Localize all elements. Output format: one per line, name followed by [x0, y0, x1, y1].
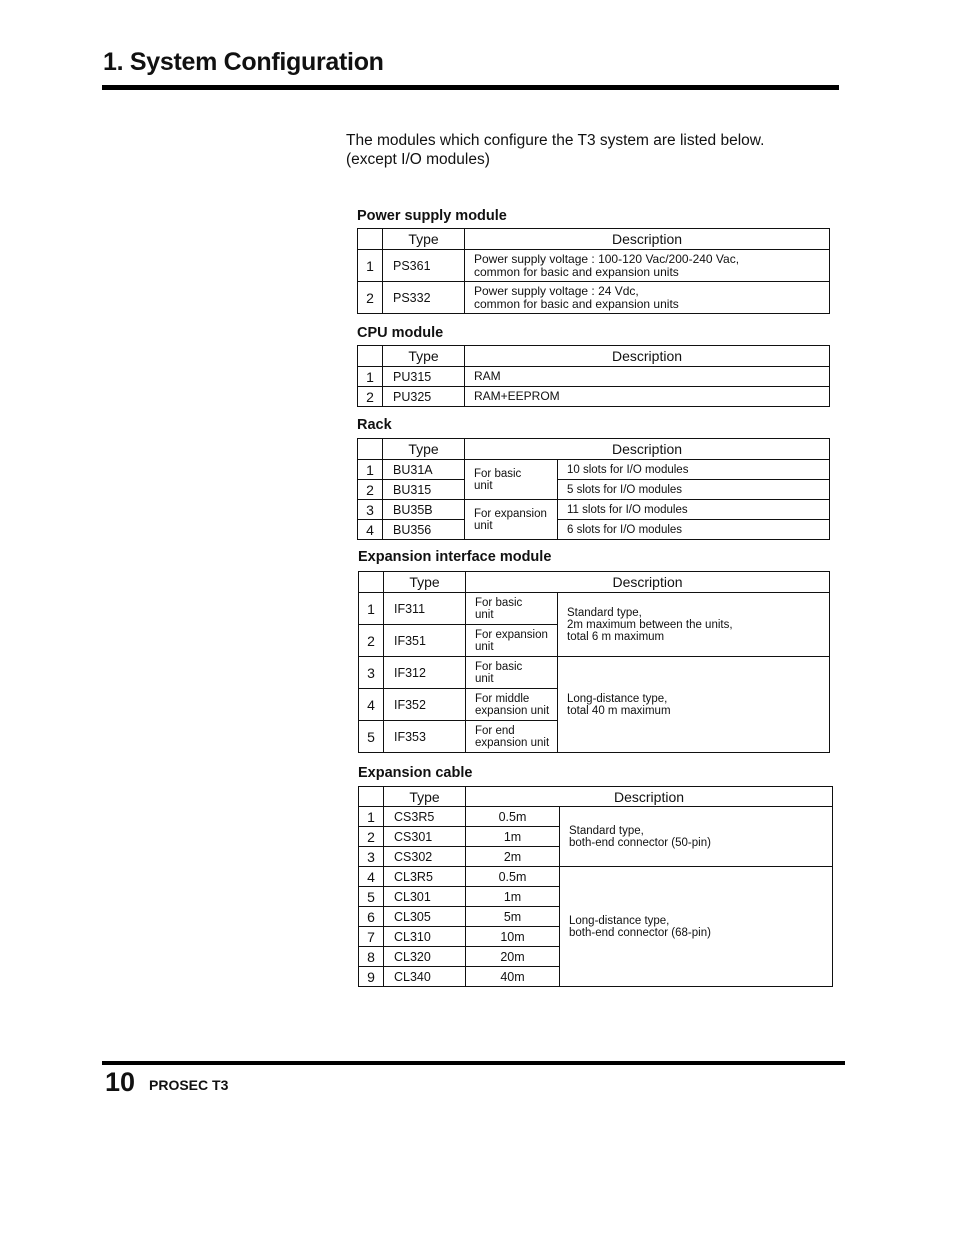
- row-length: 10m: [466, 927, 560, 947]
- row-type: CL3R5: [384, 867, 466, 887]
- header-rule: [102, 85, 839, 90]
- unit-line: For expansion: [475, 628, 548, 641]
- table-header-row: [358, 439, 830, 460]
- description-line: both-end connector (50-pin): [569, 836, 711, 849]
- description-line: 2m maximum between the units,: [567, 618, 733, 631]
- rack-group-basic: [465, 460, 558, 500]
- row-length: 1m: [466, 887, 560, 907]
- cable-standard-description: [560, 807, 833, 867]
- description-line: Power supply voltage : 24 Vdc,: [474, 283, 639, 298]
- row-number: 8: [359, 947, 384, 967]
- description-line: Long-distance type,: [567, 692, 668, 705]
- header-number-cell: [358, 229, 383, 250]
- table-row: [359, 657, 830, 689]
- group-line: unit: [474, 519, 493, 532]
- row-unit: [466, 625, 558, 657]
- row-type: BU356: [383, 520, 465, 540]
- table-header-row: [359, 787, 833, 807]
- table-row: [358, 367, 830, 387]
- description-line: both-end connector (68-pin): [569, 926, 711, 939]
- row-type: IF311: [384, 593, 466, 625]
- row-type: CL305: [384, 907, 466, 927]
- expif-table: [358, 571, 830, 753]
- row-unit: [466, 657, 558, 689]
- intro-line-1: The modules which configure the T3 system are listed below.: [346, 132, 765, 149]
- row-unit: [466, 721, 558, 753]
- row-description: 11 slots for I/O modules: [558, 500, 830, 520]
- row-number: 3: [358, 500, 383, 520]
- unit-line: expansion unit: [475, 736, 550, 749]
- header-description: Description: [465, 346, 830, 367]
- row-type: CL301: [384, 887, 466, 907]
- description-line: Standard type,: [567, 606, 642, 619]
- row-length: 1m: [466, 827, 560, 847]
- row-type: PU315: [383, 367, 465, 387]
- row-length: 20m: [466, 947, 560, 967]
- row-number: 6: [359, 907, 384, 927]
- rack-section-title: Rack: [357, 417, 392, 433]
- cpu-table: [357, 345, 830, 407]
- row-type: PS361: [383, 250, 465, 282]
- description-line: common for basic and expansion units: [474, 296, 679, 311]
- unit-line: unit: [475, 640, 494, 653]
- cable-table: [358, 786, 833, 987]
- row-type: CL340: [384, 967, 466, 987]
- intro-line-2: (except I/O modules): [346, 151, 490, 168]
- header-number-cell: [358, 346, 383, 367]
- row-length: 2m: [466, 847, 560, 867]
- row-number: 7: [359, 927, 384, 947]
- header-number-cell: [359, 787, 384, 807]
- group-line: unit: [474, 479, 493, 492]
- page-number: 10: [105, 1067, 136, 1097]
- header-description: Description: [465, 229, 830, 250]
- row-type: IF353: [384, 721, 466, 753]
- row-type: CL320: [384, 947, 466, 967]
- description-line: total 6 m maximum: [567, 630, 665, 643]
- table-header-row: [358, 229, 830, 250]
- cable-section-title: Expansion cable: [358, 765, 473, 781]
- row-length: 0.5m: [466, 867, 560, 887]
- row-type: CL310: [384, 927, 466, 947]
- table-row: [358, 282, 830, 314]
- expif-section-title: Expansion interface module: [358, 549, 552, 565]
- header-type: Type: [384, 787, 466, 807]
- row-number: 1: [358, 367, 383, 387]
- table-row: [359, 807, 833, 827]
- expif-long-description: [558, 657, 830, 753]
- product-name: PROSEC T3: [149, 1077, 229, 1093]
- row-description: [465, 250, 830, 282]
- table-row: [358, 387, 830, 407]
- header-description: Description: [466, 572, 830, 593]
- unit-line: unit: [475, 608, 494, 621]
- row-number: 9: [359, 967, 384, 987]
- row-type: CS301: [384, 827, 466, 847]
- rack-table: [357, 438, 830, 540]
- row-number: 2: [358, 282, 383, 314]
- description-line: common for basic and expansion units: [474, 264, 679, 279]
- description-line: Standard type,: [569, 824, 644, 837]
- table-row: [358, 500, 830, 520]
- row-number: 1: [359, 807, 384, 827]
- row-number: 3: [359, 847, 384, 867]
- group-line: For basic: [474, 467, 522, 480]
- group-line: For expansion: [474, 507, 547, 520]
- row-type: IF351: [384, 625, 466, 657]
- intro-text: [346, 131, 816, 169]
- row-description: RAM+EEPROM: [465, 387, 830, 407]
- row-type: IF352: [384, 689, 466, 721]
- row-type: BU31A: [383, 460, 465, 480]
- row-length: 0.5m: [466, 807, 560, 827]
- row-number: 2: [358, 480, 383, 500]
- row-length: 40m: [466, 967, 560, 987]
- table-row: [358, 250, 830, 282]
- row-number: 3: [359, 657, 384, 689]
- description-line: Long-distance type,: [569, 914, 670, 927]
- row-description: [465, 282, 830, 314]
- header-type: Type: [383, 229, 465, 250]
- rack-group-expansion: [465, 500, 558, 540]
- table-header-row: [358, 346, 830, 367]
- row-unit: [466, 593, 558, 625]
- header-description: Description: [465, 439, 830, 460]
- row-number: 4: [358, 520, 383, 540]
- table-row: [358, 480, 830, 500]
- row-length: 5m: [466, 907, 560, 927]
- unit-line: For middle: [475, 692, 530, 705]
- table-header-row: [359, 572, 830, 593]
- unit-line: expansion unit: [475, 704, 550, 717]
- cable-long-description: [560, 867, 833, 987]
- unit-line: unit: [475, 672, 494, 685]
- unit-line: For basic: [475, 596, 523, 609]
- row-type: CS302: [384, 847, 466, 867]
- power-table: [357, 228, 830, 314]
- page-title: 1. System Configuration: [103, 48, 384, 76]
- cpu-section-title: CPU module: [357, 325, 444, 341]
- row-number: 5: [359, 721, 384, 753]
- row-type: PS332: [383, 282, 465, 314]
- header-number-cell: [358, 439, 383, 460]
- table-row: [359, 593, 830, 625]
- row-number: 2: [359, 827, 384, 847]
- header-type: Type: [384, 572, 466, 593]
- header-description: Description: [466, 787, 833, 807]
- row-type: CS3R5: [384, 807, 466, 827]
- table-row: [358, 460, 830, 480]
- header-type: Type: [383, 439, 465, 460]
- row-description: 5 slots for I/O modules: [558, 480, 830, 500]
- row-number: 1: [359, 593, 384, 625]
- footer-rule: [102, 1061, 845, 1065]
- header-number-cell: [359, 572, 384, 593]
- row-type: BU35B: [383, 500, 465, 520]
- table-row: [358, 520, 830, 540]
- table-row: [359, 867, 833, 887]
- row-number: 5: [359, 887, 384, 907]
- row-unit: [466, 689, 558, 721]
- row-description: RAM: [465, 367, 830, 387]
- row-number: 2: [358, 387, 383, 407]
- description-line: total 40 m maximum: [567, 704, 671, 717]
- unit-line: For end: [475, 724, 515, 737]
- row-number: 4: [359, 689, 384, 721]
- description-line: Power supply voltage : 100-120 Vac/200-240 Vac,: [474, 251, 740, 266]
- row-type: PU325: [383, 387, 465, 407]
- unit-line: For basic: [475, 660, 523, 673]
- power-section-title: Power supply module: [357, 208, 507, 224]
- expif-standard-description: [558, 593, 830, 657]
- row-type: BU315: [383, 480, 465, 500]
- row-number: 1: [358, 250, 383, 282]
- row-description: 6 slots for I/O modules: [558, 520, 830, 540]
- row-number: 1: [358, 460, 383, 480]
- row-number: 2: [359, 625, 384, 657]
- row-description: 10 slots for I/O modules: [558, 460, 830, 480]
- row-type: IF312: [384, 657, 466, 689]
- row-number: 4: [359, 867, 384, 887]
- header-type: Type: [383, 346, 465, 367]
